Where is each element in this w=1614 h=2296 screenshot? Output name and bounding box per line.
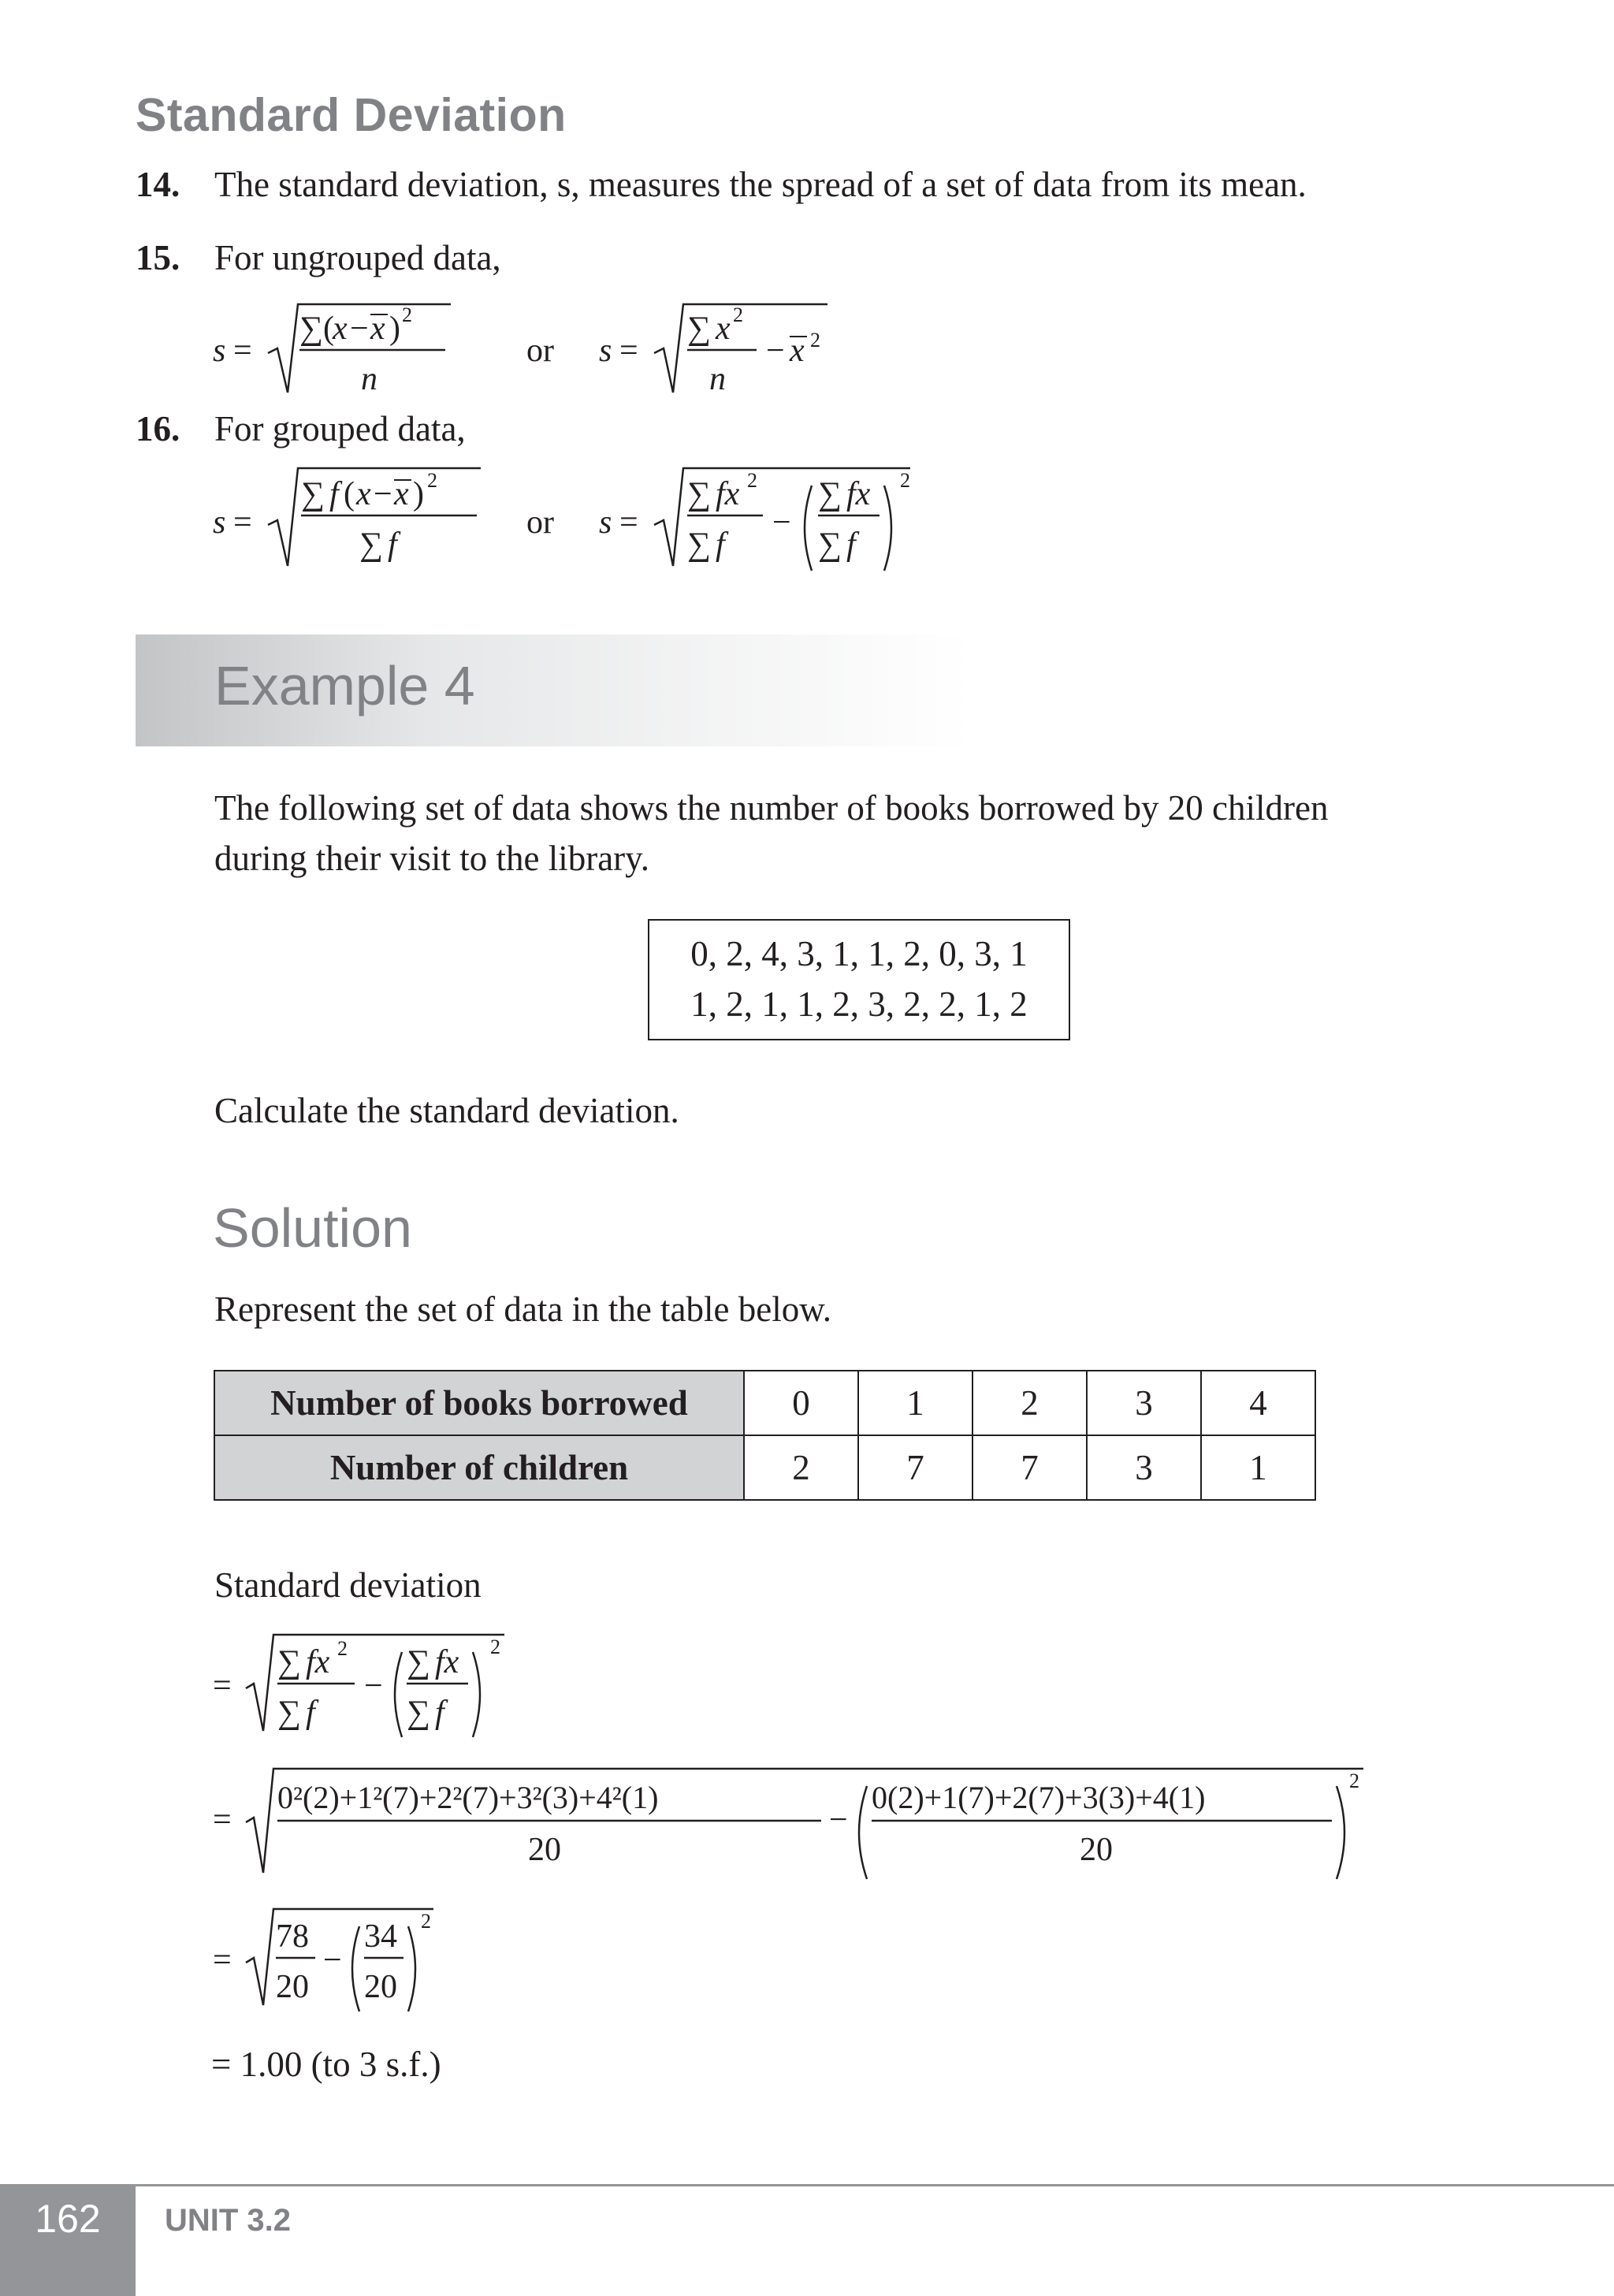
- table-cell: 2: [744, 1435, 858, 1500]
- svg-text:2: 2: [747, 469, 757, 492]
- item-14-text: The standard deviation, s, measures the spread of a set of data from its mean.: [214, 165, 1307, 204]
- or-label: or: [526, 333, 554, 369]
- example-intro-line1: The following set of data shows the number of books borrowed by 20 children: [214, 788, 1329, 828]
- ungrouped-formulas: [205, 292, 851, 402]
- table-cell: 7: [858, 1435, 972, 1500]
- svg-text:−: −: [829, 1802, 848, 1838]
- item-number: 14.: [136, 165, 180, 204]
- table-row: [214, 1371, 1315, 1435]
- step2-denominator-2: 20: [1080, 1832, 1113, 1868]
- table-cell: 2: [972, 1371, 1087, 1435]
- step2-numerator: 0²(2)+1²(7)+2²(7)+3²(3)+4²(1): [277, 1780, 659, 1815]
- svg-text:f: f: [306, 1695, 315, 1731]
- svg-text:∑: ∑: [687, 311, 711, 347]
- data-set-box: [648, 919, 1070, 1040]
- svg-text:−: −: [374, 476, 392, 512]
- item-number: 15.: [136, 238, 180, 277]
- svg-text:=: =: [619, 504, 638, 541]
- svg-text:2: 2: [900, 469, 910, 492]
- svg-text:∑: ∑: [407, 1695, 430, 1731]
- svg-text:−: −: [323, 1942, 342, 1978]
- item-16: [136, 406, 180, 452]
- svg-text:−: −: [364, 1668, 383, 1704]
- svg-text:f: f: [329, 476, 339, 512]
- svg-text:x: x: [370, 311, 385, 347]
- svg-text:fx: fx: [846, 476, 871, 512]
- svg-text:2: 2: [490, 1635, 500, 1658]
- svg-text:=: =: [233, 504, 252, 541]
- step2-numerator-2: 0(2)+1(7)+2(7)+3(3)+4(1): [872, 1780, 1206, 1815]
- svg-text:2: 2: [810, 329, 820, 352]
- svg-text:=: =: [233, 333, 252, 369]
- svg-text:2: 2: [427, 469, 437, 492]
- svg-text:s: s: [599, 333, 612, 369]
- or-label: or: [526, 504, 554, 541]
- svg-text:x: x: [394, 476, 409, 512]
- svg-text:x: x: [716, 311, 731, 347]
- solution-step-1: [205, 1624, 536, 1742]
- solution-intro: Represent the set of data in the table below.: [214, 1289, 832, 1329]
- table-cell: 4: [1201, 1371, 1315, 1435]
- svg-text:∑: ∑: [407, 1644, 430, 1680]
- svg-text:x: x: [356, 476, 371, 512]
- svg-text:=: =: [213, 1668, 232, 1704]
- svg-text:=: =: [213, 1802, 232, 1838]
- svg-text:2: 2: [402, 303, 412, 326]
- data-line-1: 0, 2, 4, 3, 1, 1, 2, 0, 3, 1: [690, 934, 1028, 973]
- svg-text:n: n: [709, 361, 726, 397]
- svg-text:∑: ∑: [359, 527, 383, 563]
- item-14: [136, 162, 180, 208]
- svg-text:x: x: [790, 333, 805, 369]
- svg-text:s: s: [213, 504, 226, 541]
- table-cell: 0: [744, 1371, 858, 1435]
- svg-text:fx: fx: [306, 1644, 330, 1680]
- svg-text:∑: ∑: [687, 527, 711, 563]
- svg-text:fx: fx: [435, 1644, 459, 1680]
- svg-text:∑: ∑: [818, 527, 842, 563]
- table-cell: 1: [858, 1371, 972, 1435]
- table-cell: 3: [1087, 1435, 1201, 1500]
- item-15-text: For ungrouped data,: [214, 238, 501, 277]
- svg-text:f: f: [435, 1695, 444, 1731]
- step2-denominator: 20: [528, 1832, 561, 1868]
- solution-step-3: [205, 1898, 457, 2016]
- item-16-text: For grouped data,: [214, 409, 466, 448]
- step3-denominator-a: 20: [276, 1969, 309, 2005]
- svg-text:∑(: ∑(: [299, 311, 334, 347]
- section-title: Standard Deviation: [136, 89, 567, 141]
- item-15: [136, 235, 180, 281]
- svg-text:∑: ∑: [277, 1644, 301, 1680]
- svg-text:fx: fx: [716, 476, 740, 512]
- frequency-table: [214, 1370, 1316, 1501]
- table-header-cell: Number of children: [214, 1435, 744, 1500]
- svg-text:=: =: [619, 333, 638, 369]
- example-intro-line2: during their visit to the library.: [214, 839, 649, 878]
- svg-text:−: −: [766, 333, 785, 369]
- svg-text:f: f: [716, 527, 725, 563]
- svg-text:2: 2: [337, 1637, 348, 1660]
- data-line-2: 1, 2, 1, 1, 2, 3, 2, 2, 1, 2: [690, 984, 1028, 1024]
- svg-text:x: x: [333, 311, 348, 347]
- svg-text:∑: ∑: [687, 476, 711, 512]
- solution-title: Solution: [213, 1197, 412, 1259]
- svg-text:(: (: [344, 476, 355, 512]
- svg-text:−: −: [772, 504, 791, 541]
- svg-text:=: =: [213, 1942, 232, 1978]
- result: = 1.00 (to 3 s.f.): [211, 2045, 441, 2084]
- unit-label: UNIT 3.2: [165, 2203, 292, 2238]
- step3-numerator-a: 78: [276, 1918, 309, 1955]
- step3-numerator-b: 34: [364, 1918, 397, 1955]
- svg-text:n: n: [361, 361, 377, 397]
- svg-text:∑: ∑: [301, 476, 325, 512]
- table-header-cell: Number of books borrowed: [214, 1371, 744, 1435]
- svg-text:): ): [389, 311, 400, 347]
- svg-text:f: f: [846, 527, 856, 563]
- grouped-formulas: [205, 456, 930, 574]
- svg-text:): ): [413, 476, 424, 512]
- table-cell: 1: [1201, 1435, 1315, 1500]
- svg-text:s: s: [599, 504, 612, 541]
- table-row: [214, 1435, 1315, 1500]
- example-question: Calculate the standard deviation.: [214, 1091, 679, 1130]
- solution-step-2: [205, 1758, 1371, 1884]
- svg-text:∑: ∑: [277, 1695, 301, 1731]
- step3-denominator-b: 20: [364, 1969, 397, 2005]
- svg-text:f: f: [388, 527, 397, 563]
- svg-text:2: 2: [421, 1910, 431, 1933]
- svg-text:2: 2: [733, 303, 743, 326]
- table-cell: 3: [1087, 1371, 1201, 1435]
- item-number: 16.: [136, 409, 180, 448]
- svg-text:∑: ∑: [818, 476, 842, 512]
- svg-text:2: 2: [1349, 1769, 1359, 1792]
- example-title: Example 4: [214, 655, 475, 716]
- sd-label: Standard deviation: [214, 1565, 482, 1605]
- page-number: 162: [35, 2197, 101, 2241]
- footer-rule: [136, 2184, 1614, 2186]
- table-cell: 7: [972, 1435, 1087, 1500]
- svg-text:s: s: [213, 333, 226, 369]
- svg-text:−: −: [350, 311, 369, 347]
